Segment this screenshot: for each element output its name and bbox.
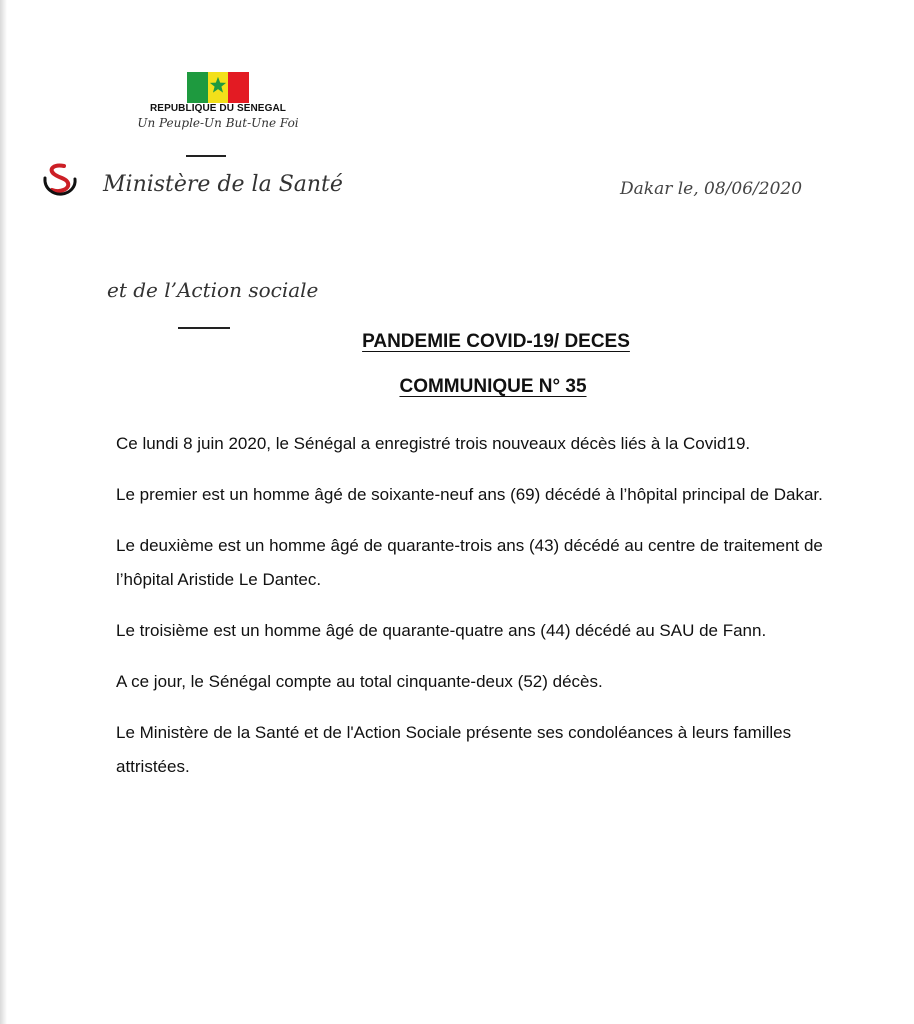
communique-number: COMMUNIQUE N° 35 — [399, 376, 587, 397]
flag-red-band — [228, 72, 249, 103]
ministry-name: Ministère de la Santé — [103, 172, 343, 197]
republic-name: REPUBLIQUE DU SENEGAL — [149, 103, 286, 114]
header-divider-bottom — [178, 327, 230, 329]
document-date: Dakar le, 08/06/2020 — [620, 179, 803, 199]
header-divider-top — [186, 155, 226, 157]
paragraph-summary: Ce lundi 8 juin 2020, le Sénégal a enregistré trois nouveaux décès liés à la Covid19. — [116, 434, 751, 453]
paragraph-condolences: Le Ministère de la Santé et de l'Action Sociale présente ses condoléances à leurs familles attristées. — [116, 723, 792, 776]
flag-green-band — [187, 72, 208, 103]
ministry-emblem-icon — [42, 163, 78, 197]
senegal-flag-icon — [187, 72, 249, 103]
flag-star-icon — [209, 76, 227, 94]
paragraph-third-death: Le troisième est un homme âgé de quarante-quatre ans (44) décédé au SAU de Fann. — [116, 621, 767, 640]
page-edge-shadow — [0, 0, 7, 1024]
communique-body — [116, 427, 836, 801]
national-motto: Un Peuple-Un But-Une Foi — [137, 116, 299, 130]
ministry-name-continued: et de l’Action sociale — [107, 278, 319, 302]
paragraph-second-death: Le deuxième est un homme âgé de quarante-trois ans (43) décédé au centre de traitement de l’hôpital Aristide Le Dantec. — [116, 536, 823, 589]
paragraph-first-death: Le premier est un homme âgé de soixante-neuf ans (69) décédé à l’hôpital principal de Dakar. — [116, 485, 823, 504]
document-title: PANDEMIE COVID-19/ DECES — [362, 331, 630, 352]
paragraph-total-deaths: A ce jour, le Sénégal compte au total cinquante-deux (52) décès. — [116, 672, 603, 691]
